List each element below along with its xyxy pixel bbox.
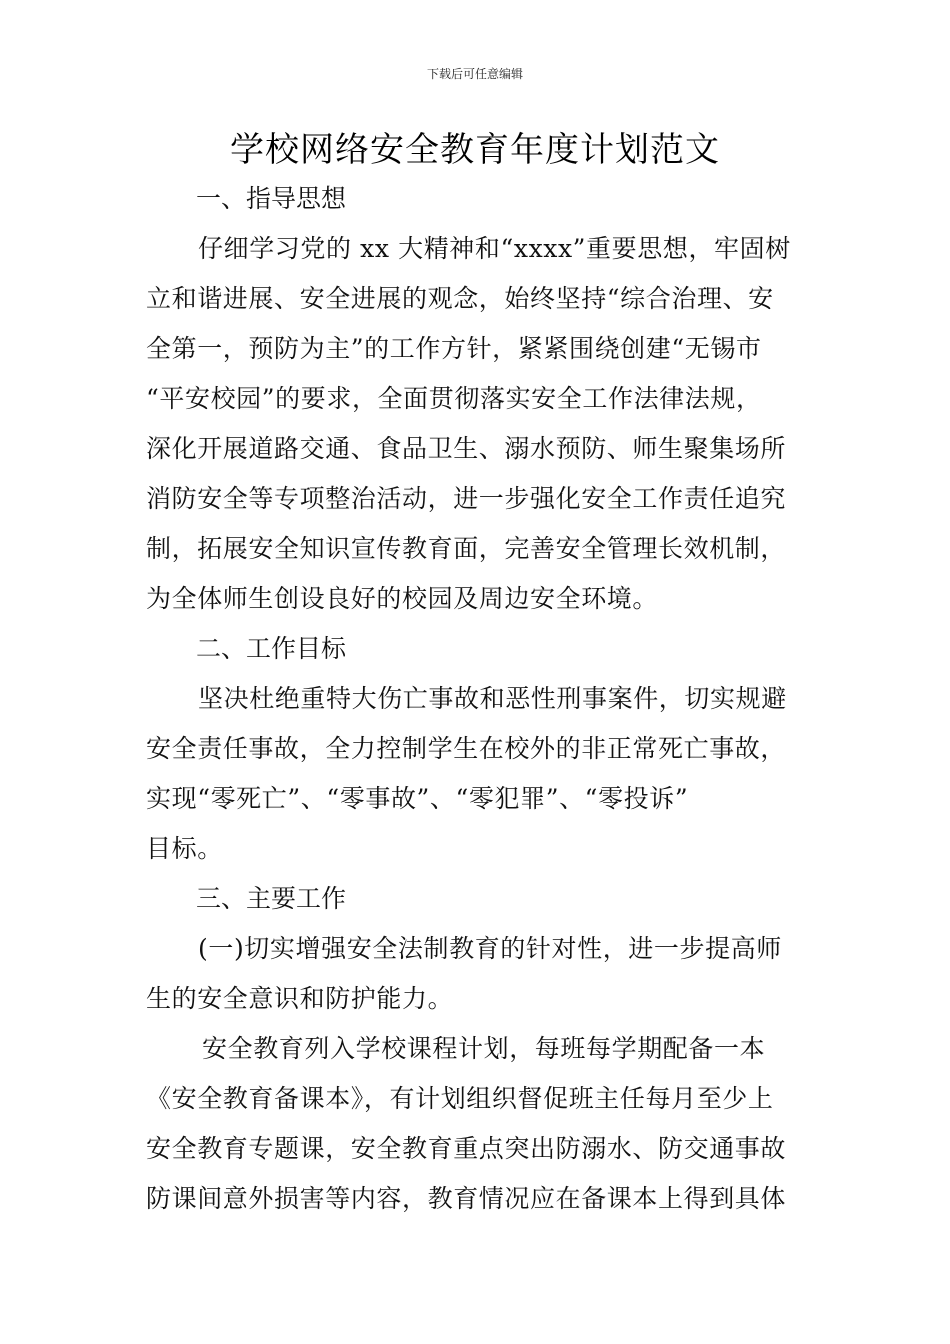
- section-heading-work-goals: 二、工作目标: [196, 634, 347, 663]
- paragraph-line: 安全教育列入学校课程计划，每班每学期配备一本: [202, 1034, 766, 1063]
- paragraph-line: 制，拓展安全知识宣传教育面，完善安全管理长效机制，: [146, 534, 787, 563]
- paragraph-line: 仔细学习党的 xx 大精神和“xxxx”重要思想，牢固树: [198, 234, 791, 263]
- paragraph-subsection-one: [146, 924, 816, 1024]
- paragraph-line: 实现“零死亡”、“零事故”、“零犯罪”、“零投诉”: [146, 784, 689, 813]
- paragraph-line: “平安校园”的要求，全面贯彻落实安全工作法律法规，: [146, 384, 762, 413]
- paragraph-line: 立和谐进展、安全进展的观念，始终坚持“综合治理、安: [146, 284, 774, 313]
- paragraph-work-goals: [146, 674, 816, 874]
- paragraph-guiding-thought: [146, 224, 816, 624]
- paragraph-line: 消防安全等专项整治活动，进一步强化安全工作责任追究: [146, 484, 787, 513]
- paragraph-line: 生的安全意识和防护能力。: [146, 984, 454, 1013]
- paragraph-line: 目标。: [146, 834, 223, 863]
- paragraph-safety-curriculum: [146, 1024, 816, 1224]
- document-body: [146, 174, 816, 1224]
- paragraph-line: 全第一，预防为主”的工作方针，紧紧围绕创建“无锡市: [146, 334, 762, 363]
- section-heading-main-work: 三、主要工作: [196, 884, 347, 913]
- document-title: 学校网络安全教育年度计划范文: [230, 130, 720, 170]
- paragraph-line: 安全责任事故，全力控制学生在校外的非正常死亡事故，: [146, 734, 787, 763]
- header-note: 下载后可任意编辑: [426, 67, 523, 81]
- paragraph-line: 《安全教育备课本》，有计划组织督促班主任每月至少上: [146, 1084, 774, 1113]
- section-heading-guiding-thought: 一、指导思想: [196, 184, 347, 213]
- paragraph-line: 防课间意外损害等内容，教育情况应在备课本上得到具体: [146, 1184, 787, 1213]
- paragraph-line: (一)切实增强安全法制教育的针对性，进一步提高师: [198, 934, 782, 963]
- paragraph-line: 坚决杜绝重特大伤亡事故和恶性刑事案件，切实规避: [198, 684, 787, 713]
- paragraph-line: 安全教育专题课，安全教育重点突出防溺水、防交通事故: [146, 1134, 787, 1163]
- paragraph-line: 为全体师生创设良好的校园及周边安全环境。: [146, 584, 659, 613]
- paragraph-line: 深化开展道路交通、食品卫生、溺水预防、师生聚集场所: [146, 434, 787, 463]
